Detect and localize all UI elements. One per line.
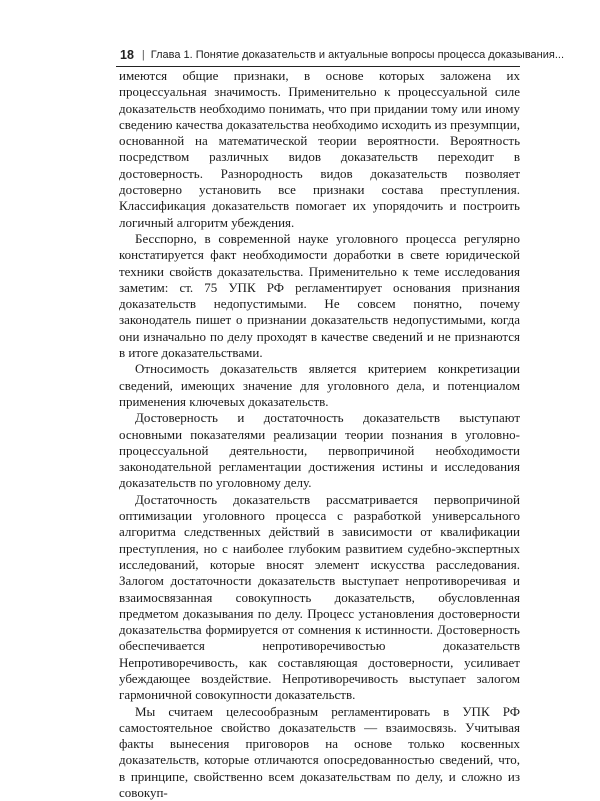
page-number: 18 — [120, 48, 134, 62]
body-text — [119, 68, 520, 801]
paragraph: Достоверность и достаточность доказательств выступают основными показателями реализации теории познания в уголовно-процессуальной деятельности, первопричиной необходимости законодательной регламентации достижения истины и исследования доказательств по уголовному делу. — [119, 410, 520, 491]
paragraph: Достаточность доказательств рассматривается первопричиной оптимизации уголовного процесса с разработкой универсального алгоритма следственных действий в зависимости от квалификации преступления, но с наиболее глубоким развитием судебно-экспертных исследований, которые вносят элемент искусства расследования. Залогом достаточности доказательств выступает непротиворечивая и взаимосвязанная совокупность доказательств, обусловленная предметом доказывания по делу. Процесс установления достоверности доказательства формируется от сомнения к истинности. Достоверность обеспечивается непротиворечивостью доказательств Непротиворечивость, как составляющая достоверности, усиливает убеждающее воздействие. Непротиворечивость выступает залогом гармоничной совокупности доказательств. — [119, 491, 520, 703]
header-separator: | — [141, 49, 145, 61]
paragraph: Относимость доказательств является критерием конкретизации сведений, имеющих значение для уголовного дела, и потенциалом применения ключевых доказательств. — [119, 361, 520, 409]
header-rule — [116, 66, 520, 67]
paragraph: Бесспорно, в современной науке уголовного процесса регулярно констатируется факт необходимости доработки в свете юридической техники свойств доказательства. Применительно к теме исследования заметим: ст. 75 УПК РФ регламентирует основания признания доказательств недопустимыми. Не совсем понятно, почему законодатель пишет о признании доказательств недопустимыми, когда они изначально по делу проходят в качестве сведений и не признаются в итоге доказательствами. — [119, 230, 520, 361]
chapter-title: Глава 1. Понятие доказательств и актуальные вопросы процесса доказывания... — [150, 49, 565, 61]
paragraph: имеются общие признаки, в основе которых заложена их процессуальная значимость. Применительно к процессуальной силе доказательств необходимо понимать, что при придании тому или иному сведению качества доказательства необходимо исходить из презумпции, основанной на математической теории вероятности. Вероятность посредством различных видов доказательств переходит в достоверность. Разнородность видов доказательств позволяет достоверно установить все признаки состава преступления. Классификация доказательств помогает их упорядочить и построить логичный алгоритм убеждения. — [119, 68, 520, 230]
paragraph: Мы считаем целесообразным регламентировать в УПК РФ самостоятельное свойство доказательств — взаимосвязь. Учитывая факты вынесения приговоров на основе только косвенных доказательств, которые отличаются опосредованностью сведений, что, в принципе, свойственно всем доказательствам по делу, и сложно из совокуп- — [119, 703, 520, 801]
running-head — [120, 44, 565, 66]
